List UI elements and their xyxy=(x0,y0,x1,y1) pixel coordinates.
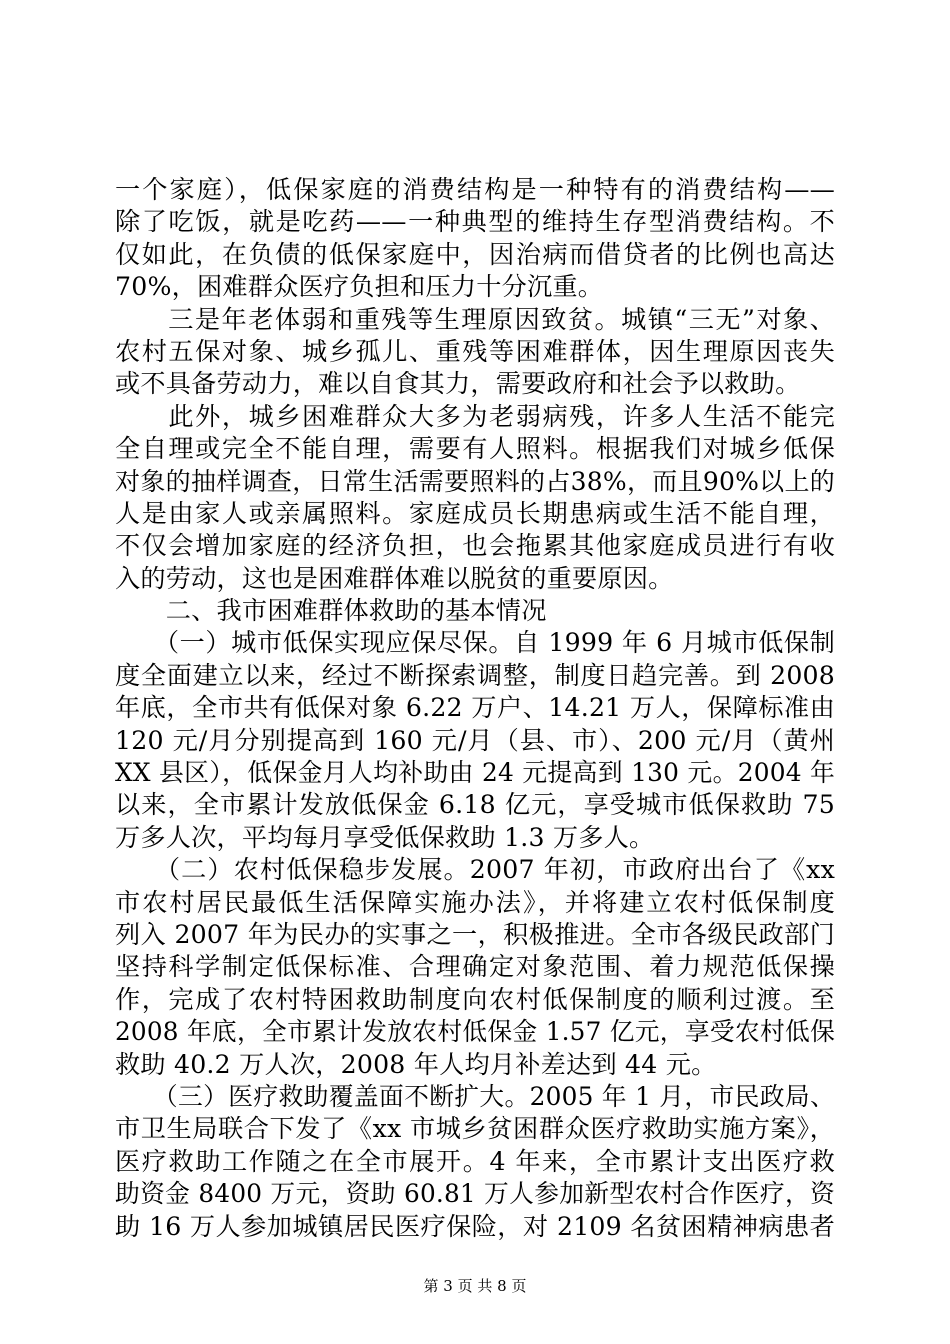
text-line: 市卫生局联合下发了《xx 市城乡贫困群众医疗救助实施方案》， xyxy=(115,1114,835,1144)
text-line: 农村五保对象、城乡孤儿、重残等困难群体，因生理原因丧失 xyxy=(115,336,835,366)
text-line: 此外，城乡困难群众大多为老弱病残，许多人生活不能完 xyxy=(115,401,835,431)
text-line: 三是年老体弱和重残等生理原因致贫。城镇“三无”对象、 xyxy=(115,304,835,334)
text-line: 120 元/月分别提高到 160 元/月（县、市）、200 元/月（黄州 xyxy=(115,725,835,755)
text-line: 年底，全市共有低保对象 6.22 万户、14.21 万人，保障标准由 xyxy=(115,693,835,723)
text-line: 一个家庭），低保家庭的消费结构是一种特有的消费结构—— xyxy=(115,175,835,204)
text-line: 列入 2007 年为民办的实事之一，积极推进。全市各级民政部门 xyxy=(115,919,835,949)
text-line: 作，完成了农村特困救助制度向农村低保制度的顺利过渡。至 xyxy=(115,984,835,1014)
text-line: 医疗救助工作随之在全市展开。4 年来，全市累计支出医疗救 xyxy=(115,1146,835,1176)
page-footer: 第 3 页 共 8 页 xyxy=(423,1277,527,1295)
text-line: 70%，困难群众医疗负担和压力十分沉重。 xyxy=(115,272,604,302)
text-line: 以来，全市累计发放低保金 6.18 亿元，享受城市低保救助 75 xyxy=(115,790,835,820)
text-line: 2008 年底，全市累计发放农村低保金 1.57 亿元，享受农村低保 xyxy=(115,1017,835,1047)
text-line: 入的劳动，这也是困难群体难以脱贫的重要原因。 xyxy=(115,563,674,593)
text-line: 万多人次，平均每月享受低保救助 1.3 万多人。 xyxy=(115,822,655,852)
text-line: 对象的抽样调查，日常生活需要照料的占38%，而且90%以上的 xyxy=(115,466,835,496)
text-line: （三）医疗救助覆盖面不断扩大。2005 年 1 月，市民政局、 xyxy=(115,1081,835,1111)
text-line: 救助 40.2 万人次，2008 年人均月补差达到 44 元。 xyxy=(115,1049,717,1079)
text-line: 人是由家人或亲属照料。家庭成员长期患病或生活不能自理， xyxy=(115,498,835,528)
document-body xyxy=(115,174,835,1243)
text-line: 除了吃饭，就是吃药——一种典型的维持生存型消费结构。不 xyxy=(115,207,835,237)
text-line: 或不具备劳动力，难以自食其力，需要政府和社会予以救助。 xyxy=(115,369,801,399)
text-line: 度全面建立以来，经过不断探索调整，制度日趋完善。到 2008 xyxy=(115,660,835,690)
text-line: XX 县区），低保金月人均补助由 24 元提高到 130 元。2004 年 xyxy=(115,758,835,788)
text-line: 不仅会增加家庭的经济负担，也会拖累其他家庭成员进行有收 xyxy=(115,531,835,561)
text-line: （二）农村低保稳步发展。2007 年初，市政府出台了《xx xyxy=(115,855,835,885)
text-line: 助 16 万人参加城镇居民医疗保险，对 2109 名贫困精神病患者 xyxy=(115,1211,835,1241)
text-line: 坚持科学制定低保标准、合理确定对象范围、着力规范低保操 xyxy=(115,952,835,982)
text-line: 市农村居民最低生活保障实施办法》，并将建立农村低保制度 xyxy=(115,887,835,917)
text-line: 仅如此，在负债的低保家庭中，因治病而借贷者的比例也高达 xyxy=(115,239,835,269)
text-line: 全自理或完全不能自理，需要有人照料。根据我们对城乡低保 xyxy=(115,434,835,464)
text-line: （一）城市低保实现应保尽保。自 1999 年 6 月城市低保制 xyxy=(115,628,835,658)
text-line: 二、我市困难群体救助的基本情况 xyxy=(115,596,547,626)
text-line: 助资金 8400 万元，资助 60.81 万人参加新型农村合作医疗，资 xyxy=(115,1179,835,1209)
